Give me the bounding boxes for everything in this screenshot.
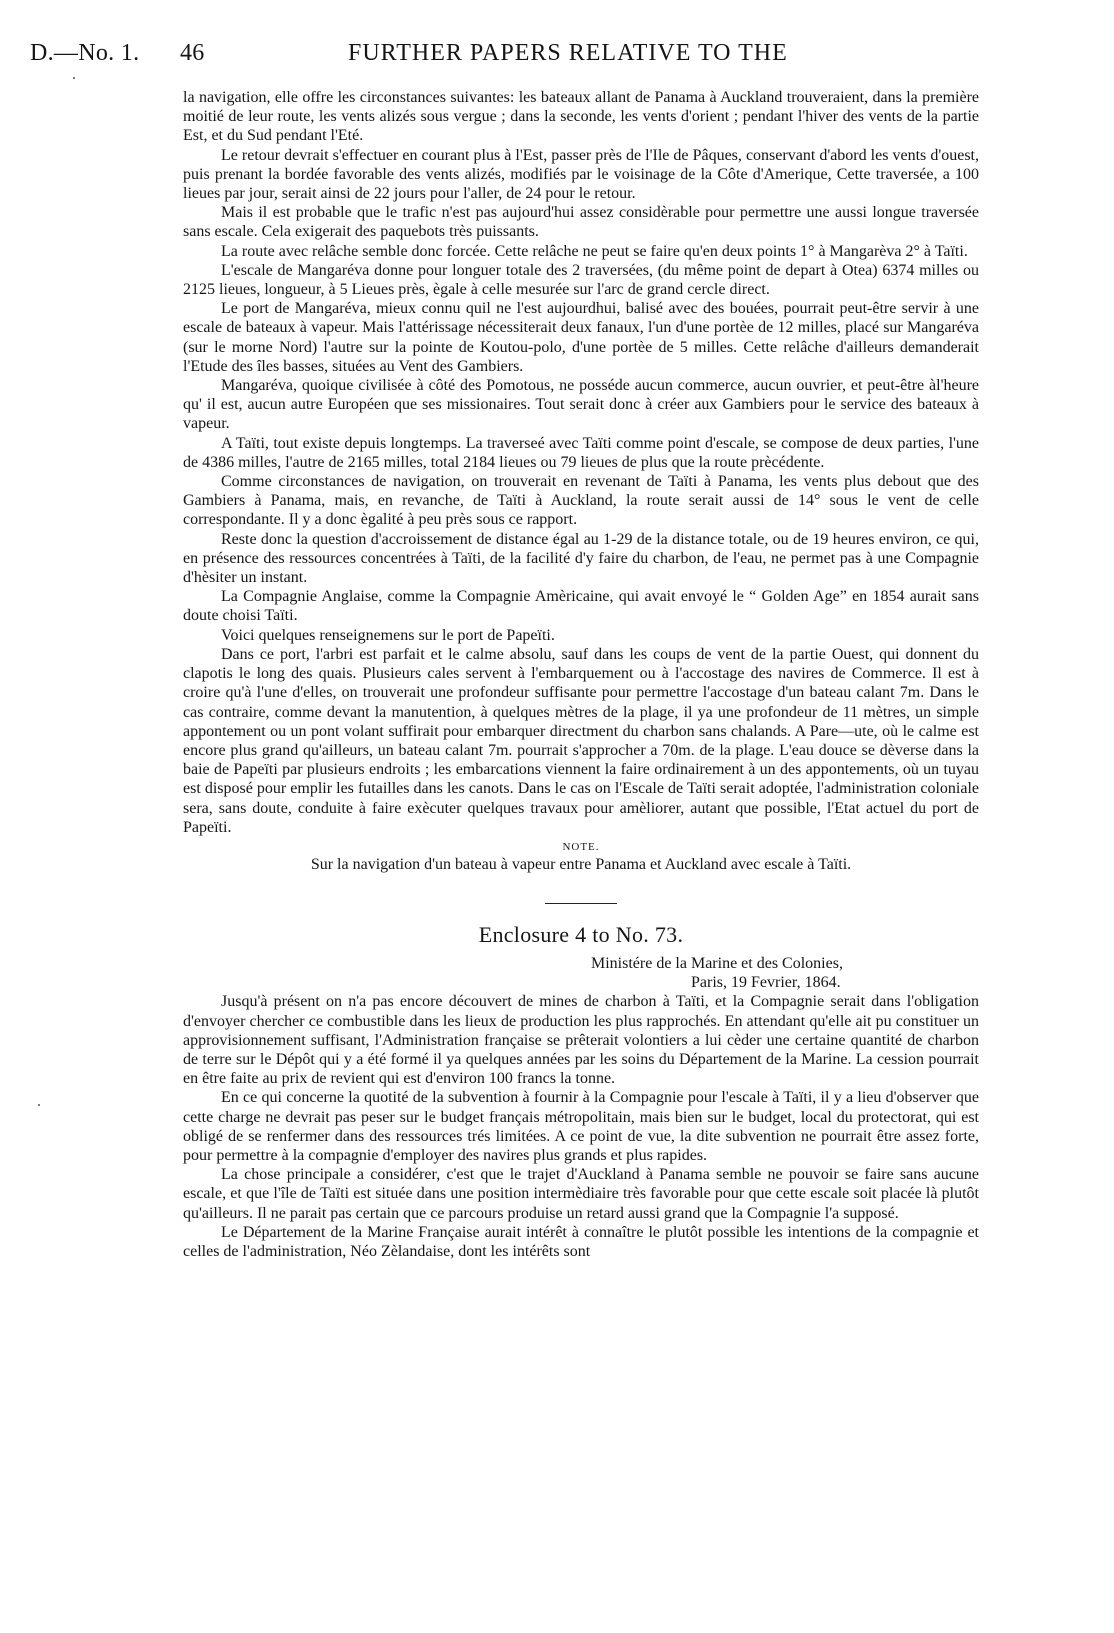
paragraph: Voici quelques renseignemens sur le port de Papeïti. [221, 626, 555, 644]
enclosure-heading: Enclosure 4 to No. 73. [478, 921, 684, 947]
paragraph: Comme circonstances de navigation, on trouverait en revenant de Taïti à Panama, les vents plus debout que des Gambiers à Panama, mais, en revanche, de Taïti à Auckland, la route serait aussi de 14° sous le vent de celle correspondante. Il y a donc ègalité à peu près sous ce rapport. [183, 473, 979, 529]
document-reference: D.—No. 1. [30, 40, 140, 66]
paragraph: Le retour devrait s'effectuer en courant plus à l'Est, passer près de l'Ile de Pâques, conservant d'abord les vents d'ouest, puis prenant la bordée favorable des vents alizés, modifiés par le voisinage de la Côte d'Amerique, Cette traversée, a 100 lieues par jour, serait ainsi de 22 jours pour l'aller, de 24 pour le retour. [183, 146, 979, 203]
paragraph: Dans ce port, l'arbri est parfait et le calme absolu, sauf dans les coups de vent de la partie Ouest, qui donnent du clapotis le long des quais. Plusieurs cales servent à l'embarquement ou à l'accostage des navires de Commerce. Il est à croire qu'à l'une d'elles, on trouverait une profondeur suffisante pour permettre l'accostage d'un bateau calant 7m. Dans le cas contraire, comme devant la manutention, à quelques mètres de la plage, il ya une profondeur de 11 mètres, un simple appontement ou un pont volant suffirait pour embarquer directment du charbon sans chalands. A Pare—ute, où le calme est encore plus grand qu'ailleurs, un bateau calant 7m. pourrait s'approcher a 70m. de la plage. L'eau douce se dèverse dans la baie de Papeïti par plusieurs endroits ; les embarcations viennent la faire ordinairement à un des appontements, où un tuyau est disposé pour emplir les futailles dans les canots. Dans le cas on l'Escale de Taïti serait adoptée, l'administration coloniale sera, sans doute, conduite à faire exècuter quelques travaux pour amèliorer, autant que possible, l'Etat actuel du port de Papeïti. [183, 645, 979, 836]
paragraph: Mangaréva, quoique civilisée à côté des Pomotous, ne posséde aucun commerce, aucun ouvrier, et peut-être àl'heure qu' il est, aucun autre Européen que ses missionaires. Tout serait donc à créer aux Gambiers pour le service des bateaux à vapeur. [183, 377, 979, 433]
page-header [30, 38, 1030, 68]
enclosure-paragraph: En ce qui concerne la quotité de la subvention à fournir à la Compagnie pour l'escale à Taïti, il y a lieu d'observer que cette charge ne devrait pas peser sur le budget français métropolitain, mais bien sur le budget, local du protectorat, qui est obligé de se renfermer dans des ressources trés limitées. A ce point de vue, la dite subvention ne pourrait être assez forte, pour permettre à la compagnie d'employer des navires plus grands et plus rapides. [183, 1089, 979, 1164]
enclosure-paragraph: Jusqu'à présent on n'a pas encore découvert de mines de charbon à Taïti, et la Compagnie serait dans l'obligation d'envoyer chercher ce combustible dans les lieux de production les plus rapprochés. En attendant qu'elle ait pu constituer un approvisionnement suffisant, l'Administration française se prêterait volontiers a lui cèder une certaine quantité de charbon de terre sur le Dépôt qui y a été formé il ya quelques années par les soins du Département de la Marine. La cession pourrait en être faite au prix de revient qui est d'environ 100 francs la tonne. [183, 993, 979, 1088]
margin-speck [38, 1104, 40, 1106]
paragraph: Mais il est probable que le trafic n'est pas aujourd'hui assez considèrable pour permettre une aussi longue traversée sans escale. Cela exigerait des paquebots très puissants. [183, 204, 979, 241]
paragraph: Le port de Mangaréva, mieux connu quil ne l'est aujourdhui, balisé avec des bouées, pourrait peut-être servir à une escale de bateaux à vapeur. Mais l'attérissage nécessiterait deux fanaux, l'un d'une portèe de 12 milles, placé sur Mangaréva (sur le morne Nord) l'autre sur la pointe de Koutou-polo, d'une portèe de 5 milles. Cette relâche d'ailleurs demanderait l'Etude des îles basses, situées au Vent des Gambiers. [183, 300, 979, 375]
paragraph: La Compagnie Anglaise, comme la Compagnie Amèricaine, qui avait envoyé le “ Golden Age” en 1854 aurait sans doute choisi Taïti. [183, 588, 979, 625]
ministry-line: Ministére de la Marine et des Colonies, [591, 954, 843, 972]
dateline: Paris, 19 Fevrier, 1864. [691, 974, 841, 992]
paragraph: Reste donc la question d'accroissement de distance égal au 1-29 de la distance totale, ou de 19 heures environ, ce qui, en présence des ressources concentrées à Taïti, de la facilité d'y faire du charbon, de l'eau, ne permet pas à une Compagnie d'hèsiter un instant. [183, 530, 979, 587]
enclosure-paragraph: Le Département de la Marine Française aurait intérêt à connaître le plutôt possible les intentions de la compagnie et celles de l'administration, Néo Zèlandaise, dont les intérêts sont [183, 1223, 979, 1260]
note-text: Sur la navigation d'un bateau à vapeur entre Panama et Auckland avec escale à Taïti. [310, 855, 852, 873]
page-number: 46 [180, 40, 205, 66]
paragraph: L'escale de Mangaréva donne pour longuer totale des 2 traversées, (du même point de depart à Otea) 6374 milles ou 2125 lieues, longueur, à 5 Lieues près, ègale à celle mesurée sur l'arc de grand cercle direct. [183, 261, 979, 299]
note-label: NOTE. [562, 840, 600, 853]
margin-speck [73, 77, 75, 79]
paragraph: A Taïti, tout existe depuis longtemps. La traverseé avec Taïti comme point d'escale, se compose de deux parties, l'une de 4386 milles, l'autre de 2165 milles, total 2184 lieues ou 79 lieues de plus que la route prècédente. [183, 434, 979, 471]
enclosure-paragraph: La chose principale a considérer, c'est que le trajet d'Auckland à Panama semble ne pouvoir se faire sans aucune escale, et que l'île de Taïti est située dans une position intermèdiaire très favorable pour que cette escale soit placée là plutôt qu'ailleurs. Il ne parait pas certain que ce parcours produise un retard aussi grand que la Compagnie l'a supposé. [183, 1166, 979, 1222]
main-text [183, 88, 979, 1261]
section-divider [545, 903, 617, 904]
paragraph: La route avec relâche semble donc forcée. Cette relâche ne peut se faire qu'en deux points 1° à Mangarèva 2° à Taïti. [221, 242, 968, 260]
running-title: FURTHER PAPERS RELATIVE TO THE [348, 40, 788, 66]
paragraph: la navigation, elle offre les circonstances suivantes: les bateaux allant de Panama à Auckland trouveraient, dans la première moitié de leur route, les vents alizés sous vergue ; dans la seconde, les vents d'orient ; pendant l'hiver des vents de la partie Est, et du Sud pendant l'Eté. [183, 89, 979, 145]
